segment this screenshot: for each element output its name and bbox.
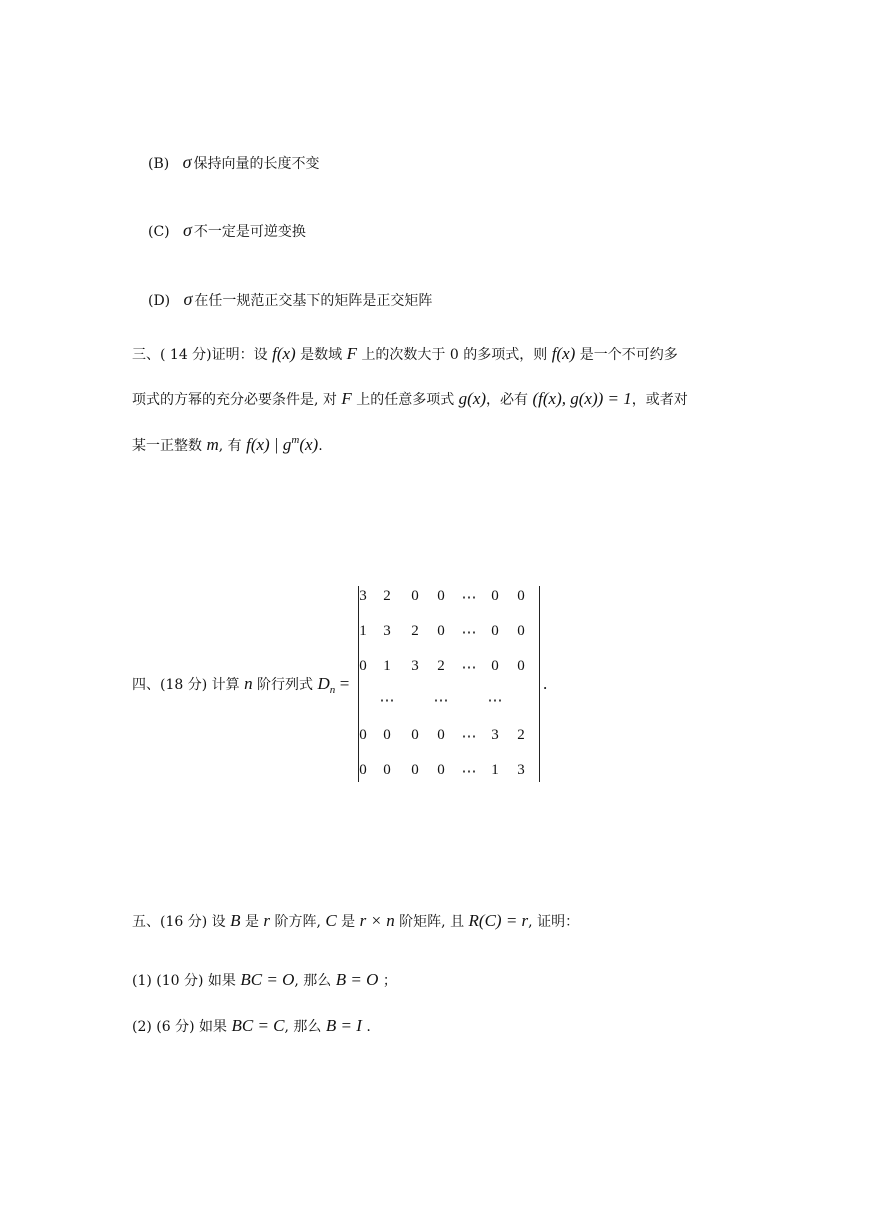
math-fx: f(x) (272, 344, 296, 363)
math-eq2: B = O (335, 970, 379, 989)
matrix-cell: 0 (437, 588, 445, 604)
option-text: 在任一规范正交基下的矩阵是正交矩阵 (194, 293, 433, 309)
matrix-cell: 3 (411, 658, 419, 674)
matrix-row (359, 623, 539, 643)
q5-part-2 (132, 1016, 371, 1036)
matrix-cell: 1 (491, 762, 499, 778)
matrix-cell: 0 (437, 762, 445, 778)
matrix-cell: 0 (517, 588, 525, 604)
math-eq1: BC = C (231, 1016, 285, 1035)
text: ； (382, 973, 397, 989)
text: . (318, 438, 323, 454)
math-C: C (325, 911, 337, 930)
math-eq: = (339, 674, 350, 693)
math-n: n (244, 674, 253, 693)
text: 阶行列式 (257, 677, 314, 693)
q4-end: . (543, 674, 548, 693)
text: 是 (341, 914, 356, 930)
math-D: D (317, 674, 330, 693)
text: (2) (6 分) 如果 (132, 1019, 228, 1035)
option-b (148, 152, 319, 173)
sigma-symbol: σ (183, 220, 192, 240)
matrix-cell: 0 (359, 762, 367, 778)
matrix-cell: ⋯ (433, 693, 449, 709)
matrix-cell: ⋯ (487, 693, 503, 709)
option-text: 不一定是可逆变换 (193, 224, 306, 240)
q5-line-1 (132, 911, 579, 931)
matrix-cell: 0 (383, 762, 391, 778)
matrix-cell: 2 (517, 727, 525, 743)
matrix-cell: 2 (411, 623, 419, 639)
math-B: B (230, 911, 241, 930)
matrix-cell: ⋯ (461, 729, 477, 745)
matrix-cell: 0 (517, 658, 525, 674)
math-rank: R(C) = r (468, 911, 529, 930)
text: 上的任意多项式 (356, 392, 455, 408)
matrix-cell: ⋯ (379, 693, 395, 709)
text: 是一个不可约多 (579, 347, 678, 363)
math-F: F (346, 344, 357, 363)
matrix-cell: ⋯ (461, 625, 477, 641)
text: ，必有 (486, 392, 529, 408)
matrix-cell: 0 (517, 623, 525, 639)
matrix-cell: 0 (411, 727, 419, 743)
matrix-cell: ⋯ (461, 660, 477, 676)
math-gx: g(x) (458, 389, 487, 408)
q3-line-2 (132, 389, 688, 409)
math-m: m (206, 435, 219, 454)
matrix-cell: 0 (411, 762, 419, 778)
matrix-cell: 0 (491, 623, 499, 639)
text: , 那么 (294, 973, 332, 989)
matrix-cell: 0 (437, 623, 445, 639)
matrix-cell: 0 (359, 727, 367, 743)
matrix-cell: 0 (359, 658, 367, 674)
text: 四、(18 分) 计算 (132, 677, 240, 693)
text: 三、( 14 分)证明：设 (132, 347, 268, 363)
math-eq1: BC = O (240, 970, 295, 989)
matrix-cell: 3 (517, 762, 525, 778)
text: , 有 (218, 438, 242, 454)
q3-line-3 (132, 434, 323, 455)
matrix-cell: 1 (383, 658, 391, 674)
math-rxn: r × n (359, 911, 395, 930)
matrix-cell: 1 (359, 623, 367, 639)
matrix-cell: 0 (491, 658, 499, 674)
q5-part-1 (132, 970, 397, 990)
q3-line-1 (132, 344, 678, 364)
math-x: (x) (299, 435, 319, 454)
sigma-symbol: σ (182, 152, 192, 172)
option-text: 保持向量的长度不变 (193, 156, 320, 172)
determinant-matrix (358, 586, 540, 782)
text: 阶矩阵, 且 (399, 914, 465, 930)
matrix-cell: ⋯ (461, 764, 477, 780)
text: 上的次数大于 0 的多项式，则 (361, 347, 548, 363)
math-sup-m: m (291, 434, 300, 446)
matrix-cell: 3 (359, 588, 367, 604)
text: ，或者对 (631, 392, 688, 408)
text: . (366, 1019, 371, 1035)
math-F: F (341, 389, 352, 408)
matrix-cell: 0 (411, 588, 419, 604)
option-label: (C) (148, 224, 170, 240)
matrix-cell: 0 (491, 588, 499, 604)
text: 某一正整数 (132, 438, 202, 454)
text: 是数域 (300, 347, 343, 363)
matrix-row (359, 588, 539, 608)
matrix-row (359, 727, 539, 747)
matrix-cell: 0 (383, 727, 391, 743)
q4-text (132, 674, 349, 696)
math-gcd: (f(x), g(x)) = 1 (532, 389, 632, 408)
math-divides: f(x) | g (246, 435, 292, 454)
text: 是 (244, 914, 259, 930)
text: , 那么 (284, 1019, 322, 1035)
matrix-cell: 2 (437, 658, 445, 674)
math-r: r (263, 911, 271, 930)
text: (1) (10 分) 如果 (132, 973, 236, 989)
text: 项式的方幂的充分必要条件是, 对 (132, 392, 337, 408)
matrix-cell: 2 (383, 588, 391, 604)
option-d (148, 289, 432, 310)
sigma-symbol: σ (183, 289, 193, 309)
matrix-row (359, 762, 539, 782)
matrix-cell: 3 (491, 727, 499, 743)
math-sub-n: n (329, 684, 336, 696)
math-eq2: B = I (325, 1016, 362, 1035)
matrix-row (359, 691, 539, 711)
option-label: (B) (148, 156, 170, 172)
text: 五、(16 分) 设 (132, 914, 226, 930)
matrix-cell: 3 (383, 623, 391, 639)
text: 阶方阵, (274, 914, 321, 930)
matrix-row (359, 658, 539, 678)
option-c (148, 220, 306, 241)
math-fx: f(x) (551, 344, 576, 363)
option-label: (D) (148, 293, 171, 309)
matrix-cell: 0 (437, 727, 445, 743)
text: , 证明： (528, 914, 580, 930)
matrix-cell: ⋯ (461, 590, 477, 606)
